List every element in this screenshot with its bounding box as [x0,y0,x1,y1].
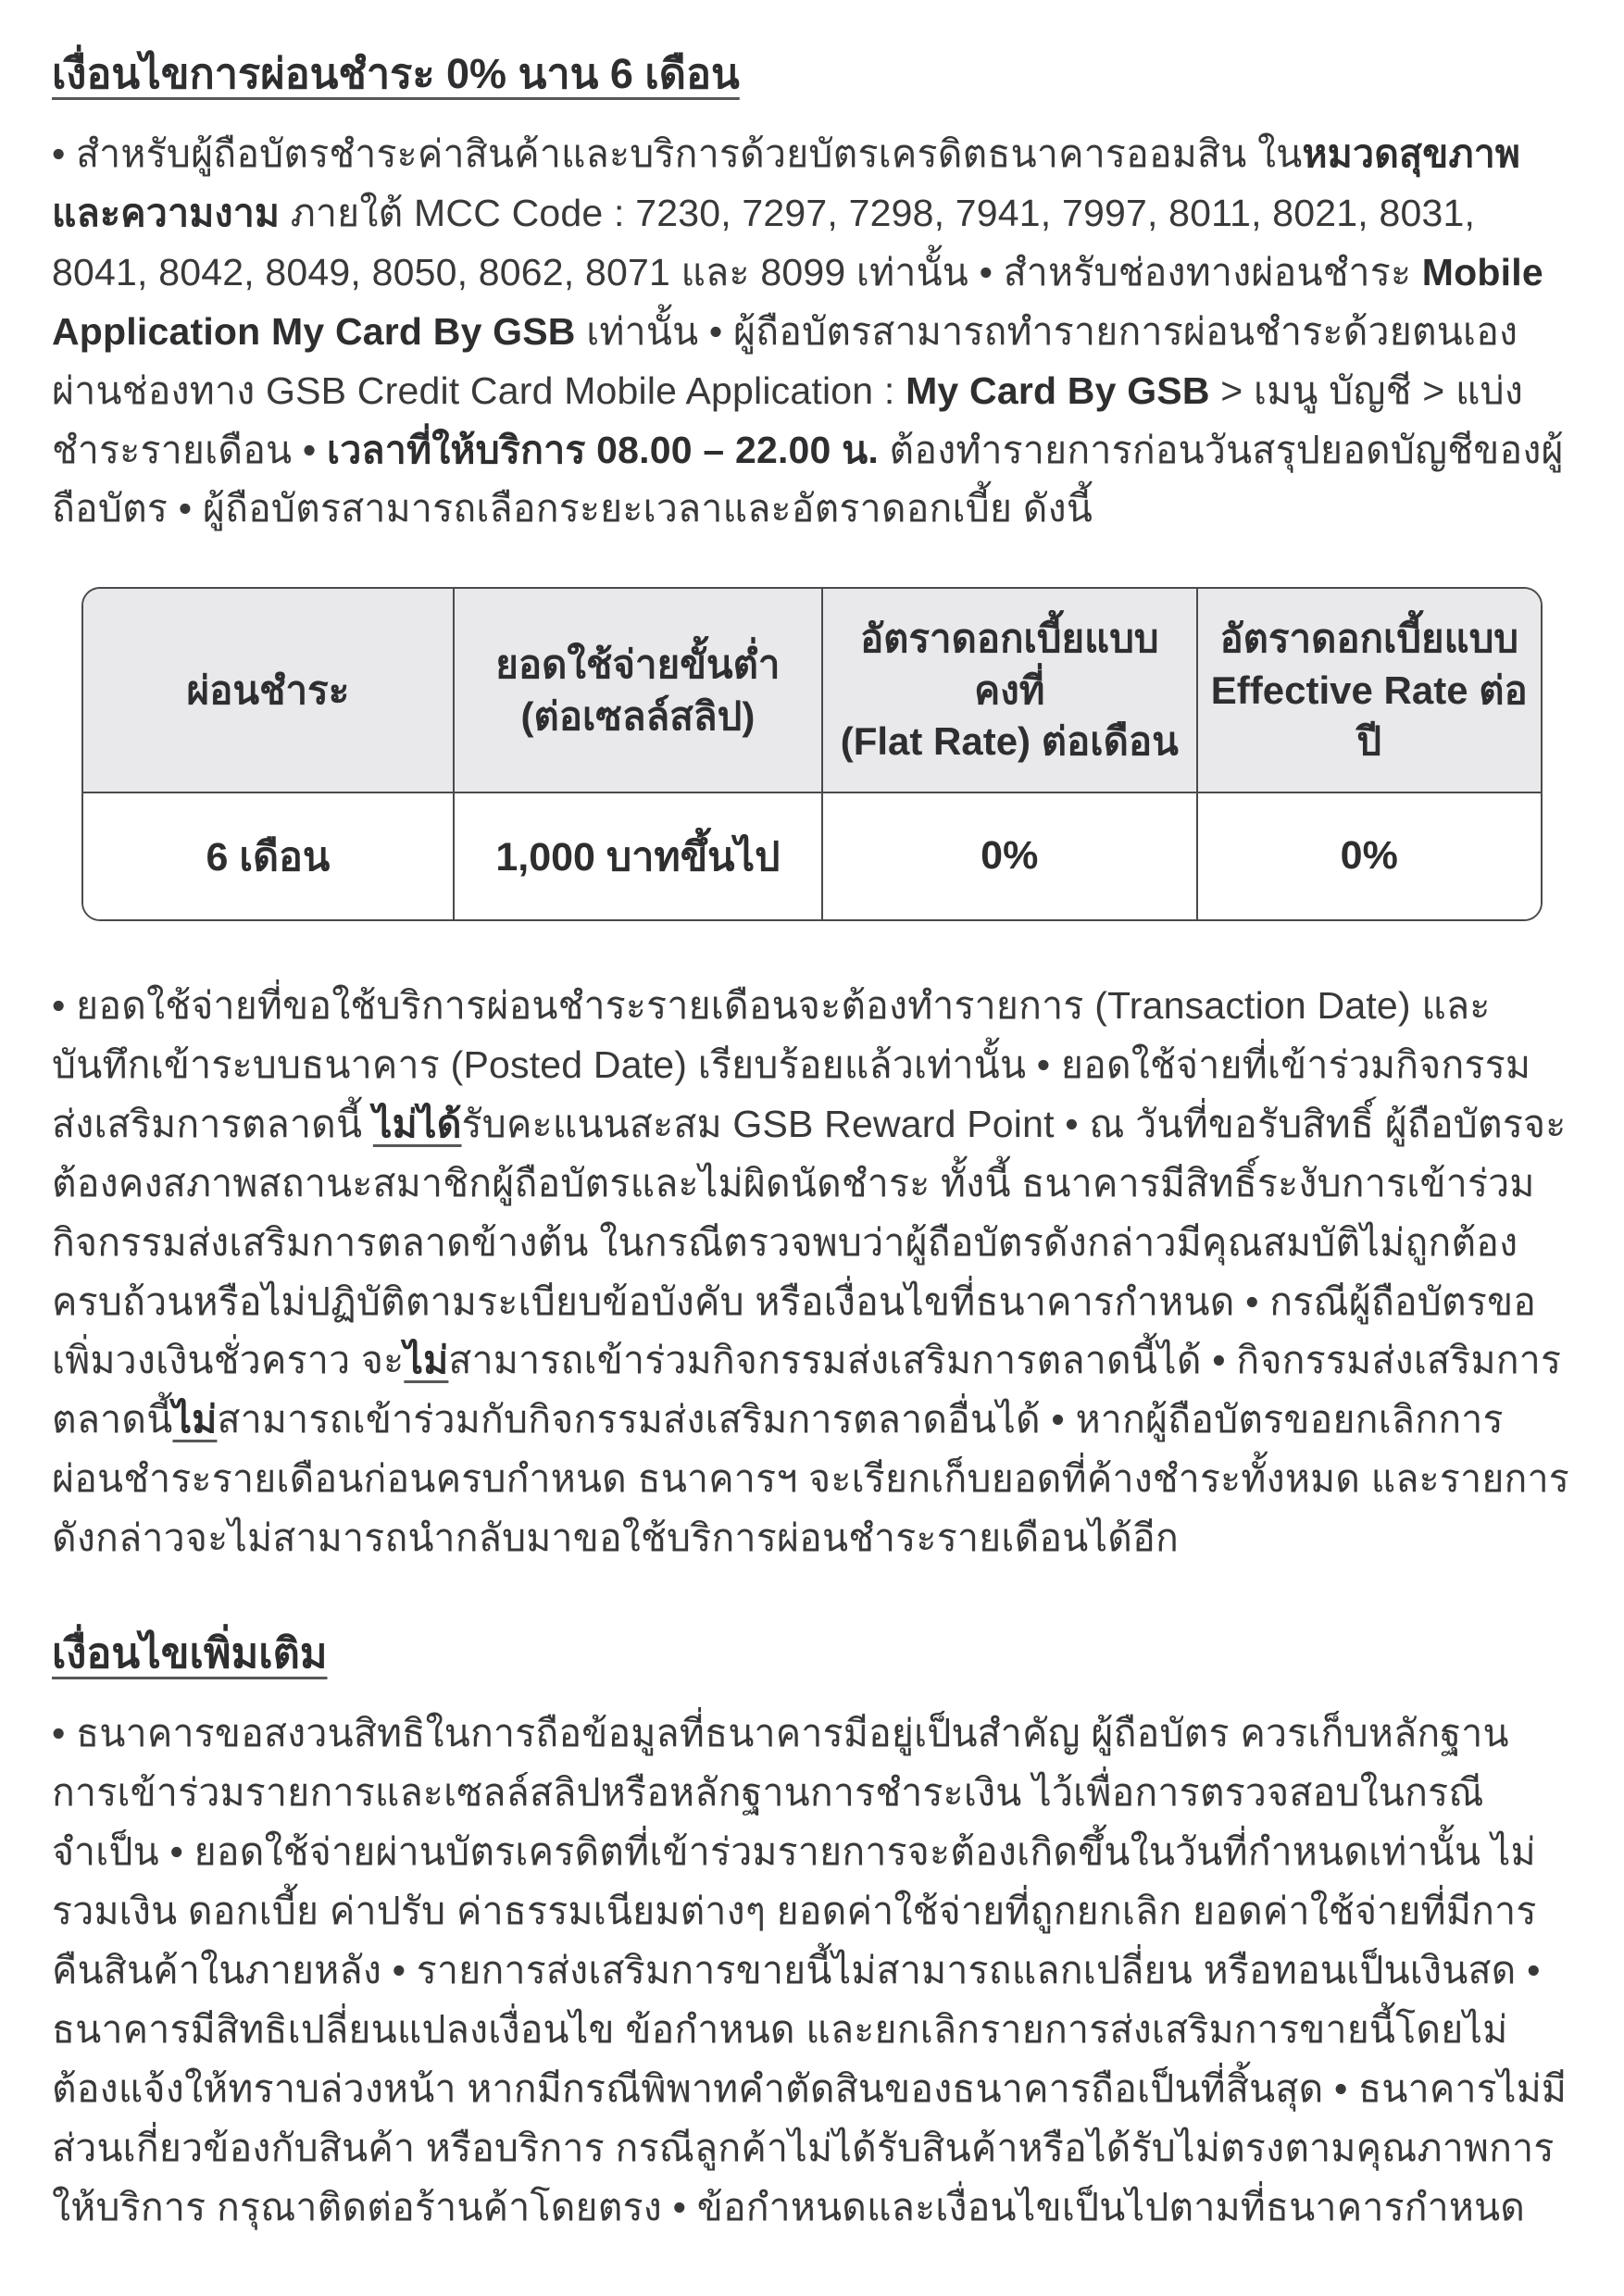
text-segment: ต้องทำรายการก่อนวันสรุปยอดบัญชีของผู้ถือบัตร • ผู้ถือบัตรสามารถเลือกระยะเวลาและอัตราดอกเบี้ย ดังนี้ [52,428,1564,530]
header-line: ผ่อนชำระ [186,668,350,712]
col-header-effective-rate [1197,589,1541,792]
cell-minimum-spend: 1,000 บาทขึ้นไป [454,792,822,919]
col-header-installment-period [83,589,454,792]
header-line: (ต่อเซลล์สลิป) [520,693,756,738]
installment-terms-title [52,46,1572,103]
text-segment: เท่านั้น • ผู้ถือบัตรสามารถทำรายการผ่อนชำระด้วยตนเองผ่านช่องทาง GSB Credit Card Mobile Application : [52,309,1518,412]
installment-terms-title-text: เงื่อนไขการผ่อนชำระ 0% นาน 6 เดือน [52,50,740,97]
text-segment: > เมนู บัญชี > แบ่งชำระรายเดือน • [52,368,1524,471]
rates-table-grid [83,589,1541,918]
text-segment: รับคะแนนสะสม GSB Reward Point • ณ วันที่ขอรับสิทธิ์ ผู้ถือบัตรจะต้องคงสภาพสถานะสมาชิกผู้ถือบัตรและไม่ผิดนัดชำระ ทั้งนี้ ธนาคารมีสิทธิ์ระงับการเข้าร่วมกิจกรรมส่งเสริมการตลาดข้างต้น ในกรณีตรวจพบว่าผู้ถือบัตรดังกล่าวมีคุณสมบัติไม่ถูกต้องครบถ้วนหรือไม่ปฏิบัติตามระเบียบข้อบังคับ หรือเงื่อนไขที่ธนาคารกำหนด • กรณีผู้ถือบัตรขอเพิ่มวงเงินชั่วคราว จะ [52,1102,1567,1382]
text-segment: สามารถเข้าร่วมกิจกรรมส่งเสริมการตลาดนี้ได้ • กิจกรรมส่งเสริมการตลาดนี้ [52,1339,1562,1441]
highlight-not-bold-underline: ไม่ [404,1339,449,1382]
text-segment: สามารถเข้าร่วมกับกิจกรรมส่งเสริมการตลาดอื่นได้ • หากผู้ถือบัตรขอยกเลิกการผ่อนชำระรายเดือนก่อนครบกำหนด ธนาคารฯ จะเรียกเก็บยอดที่ค้างชำระทั้งหมด และรายการดังกล่าวจะไม่สามารถนำกลับมาขอใช้บริการผ่อนชำระรายเดือนได้อีก [52,1398,1570,1560]
rates-table [81,587,1543,920]
cell-effective-rate: 0% [1197,792,1541,919]
table-row [83,792,1541,919]
highlight-category-bold: หมวดสุขภาพและความงาม [52,131,1521,234]
rates-table-body [83,792,1541,919]
highlight-not-eligible-bold-underline: ไม่ได้ [372,1102,462,1145]
installment-intro-paragraph [52,125,1572,540]
header-line: ยอดใช้จ่ายขั้นต่ำ [495,643,781,687]
rates-table-header [83,589,1541,792]
header-line: Effective Rate ต่อปี [1210,668,1528,764]
additional-terms-title-text: เงื่อนไขเพิ่มเติม [52,1629,328,1678]
installment-conditions-paragraph [52,977,1572,1569]
additional-terms-title [52,1626,1572,1682]
col-header-flat-rate [822,589,1197,792]
cell-installment-period: 6 เดือน [83,792,454,919]
text-segment: • สำหรับผู้ถือบัตรชำระค่าสินค้าและบริการด้วยบัตรเครดิตธนาคารออมสิน ใน [52,131,1303,175]
header-line: อัตราดอกเบี้ยแบบคงที่ [859,617,1159,712]
highlight-service-hours-bold: เวลาที่ให้บริการ 08.00 – 22.00 น. [327,428,879,471]
header-row [83,589,1541,792]
col-header-minimum-spend [454,589,822,792]
header-line: (Flat Rate) ต่อเดือน [840,719,1179,764]
highlight-channel-bold: Mobile Application My Card By GSB [52,250,1543,353]
additional-terms-paragraph [52,1704,1572,2238]
text-segment: • ยอดใช้จ่ายที่ขอใช้บริการผ่อนชำระรายเดือนจะต้องทำรายการ (Transaction Date) และบันทึกเข้าระบบธนาคาร (Posted Date) เรียบร้อยแล้วเท่านั้น • ยอดใช้จ่ายที่เข้าร่วมกิจกรรมส่งเสริมการตลาดนี้ [52,983,1531,1145]
highlight-app-name-bold: My Card By GSB [906,368,1210,412]
header-line: อัตราดอกเบี้ยแบบ [1219,617,1519,661]
text-segment: • ธนาคารขอสงวนสิทธิในการถือข้อมูลที่ธนาคารมีอยู่เป็นสำคัญ ผู้ถือบัตร ควรเก็บหลักฐานการเข้าร่วมรายการและเซลล์สลิปหรือหลักฐานการชำระเงิน ไว้เพื่อการตรวจสอบในกรณีจำเป็น • ยอดใช้จ่ายผ่านบัตรเครดิตที่เข้าร่วมรายการจะต้องเกิดขึ้นในวันที่กำหนดเท่านั้น ไม่รวมเงิน ดอกเบี้ย ค่าปรับ ค่าธรรมเนียมต่างๆ ยอดค่าใช้จ่ายที่ถูกยกเลิก ยอดค่าใช้จ่ายที่มีการคืนสินค้าในภายหลัง • รายการส่งเสริมการขายนี้ไม่สามารถแลกเปลี่ยน หรือทอนเป็นเงินสด • ธนาคารมีสิทธิเปลี่ยนแปลงเงื่อนไข ข้อกำหนด และยกเลิกรายการส่งเสริมการขายนี้โดยไม่ต้องแจ้งให้ทราบล่วงหน้า หากมีกรณีพิพาทคำตัดสินของธนาคารถือเป็นที่สิ้นสุด • ธนาคารไม่มีส่วนเกี่ยวข้องกับสินค้า หรือบริการ กรณีลูกค้าไม่ได้รับสินค้าหรือได้รับไม่ตรงตามคุณภาพการให้บริการ กรุณาติดต่อร้านค้าโดยตรง • ข้อกำหนดและเงื่อนไขเป็นไปตามที่ธนาคารกำหนด [52,1712,1568,2228]
text-segment: ภายใต้ MCC Code : 7230, 7297, 7298, 7941, 7997, 8011, 8021, 8031, 8041, 8042, 8049, 8050, 8062, 8071 และ 8099 เท่านั้น • สำหรับช่องทางผ่อนชำระ [52,191,1476,293]
highlight-not-bold-underline: ไม่ [172,1398,218,1441]
cell-flat-rate: 0% [822,792,1197,919]
